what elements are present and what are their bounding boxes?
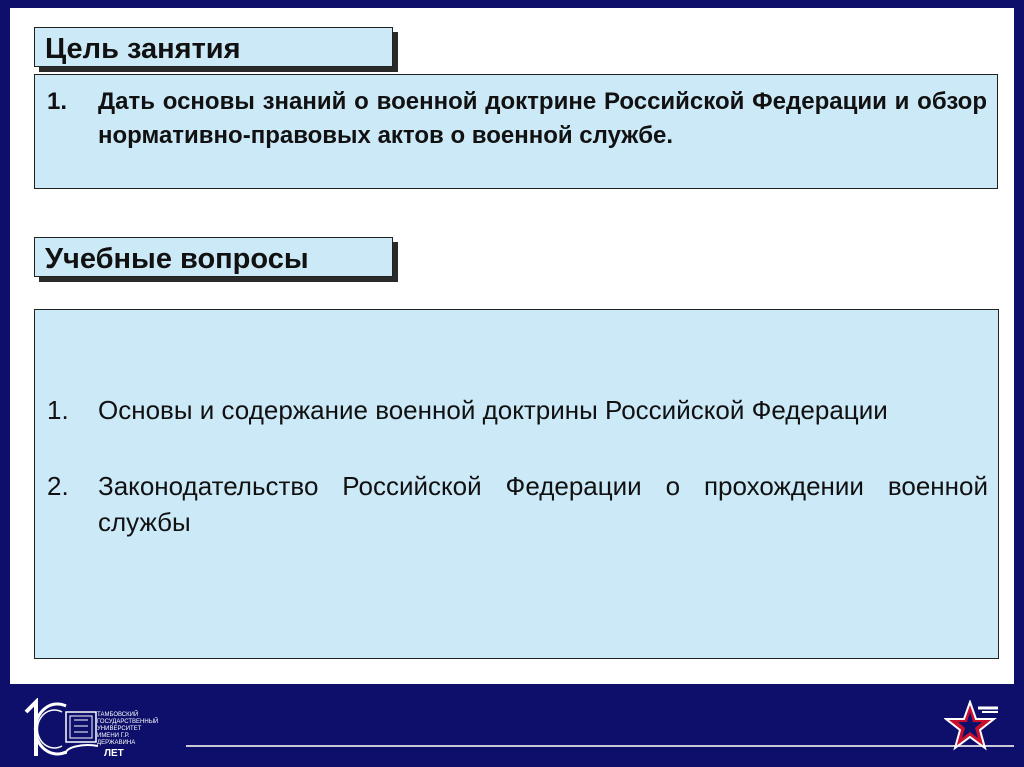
question-number: 2.: [47, 471, 69, 501]
goal-item: [47, 85, 987, 185]
questions-content-box: [34, 309, 999, 659]
logo-caption-line: УНИВЕРСИТЕТ: [97, 726, 142, 732]
question-text: Законодательство Российской Федерации о прохождении военной службы: [98, 471, 988, 537]
goal-heading: [34, 27, 393, 67]
logo-years: ЛЕТ: [104, 748, 124, 759]
questions-heading-text: Учебные вопросы: [45, 243, 309, 275]
question-item: [47, 468, 988, 544]
logo-caption-line: ТАМБОВСКИЙ: [97, 712, 139, 718]
question-text: Основы и содержание военной доктрины Российской Федерации: [98, 395, 888, 425]
anniversary-logo: [22, 698, 172, 760]
footer-bar: [0, 684, 1024, 767]
logo-caption-line: ИМЕНИ Г.Р. ДЕРЖАВИНА: [97, 733, 136, 746]
questions-heading: [34, 237, 393, 277]
goal-item-text: Дать основы знаний о военной доктрине Российской Федерации и обзор нормативно-правовых актов о военной службе.: [98, 88, 987, 149]
goal-content-box: [34, 74, 998, 189]
footer-divider: [186, 745, 1014, 747]
question-number: 1.: [47, 395, 69, 425]
goal-heading-text: Цель занятия: [45, 33, 241, 65]
question-item: [47, 392, 988, 468]
army-star-icon: [944, 700, 1000, 752]
logo-caption: [97, 712, 169, 747]
logo-caption-line: ГОСУДАРСТВЕННЫЙ: [97, 719, 159, 725]
goal-item-number: 1.: [47, 88, 68, 115]
slide-canvas: [10, 8, 1014, 684]
